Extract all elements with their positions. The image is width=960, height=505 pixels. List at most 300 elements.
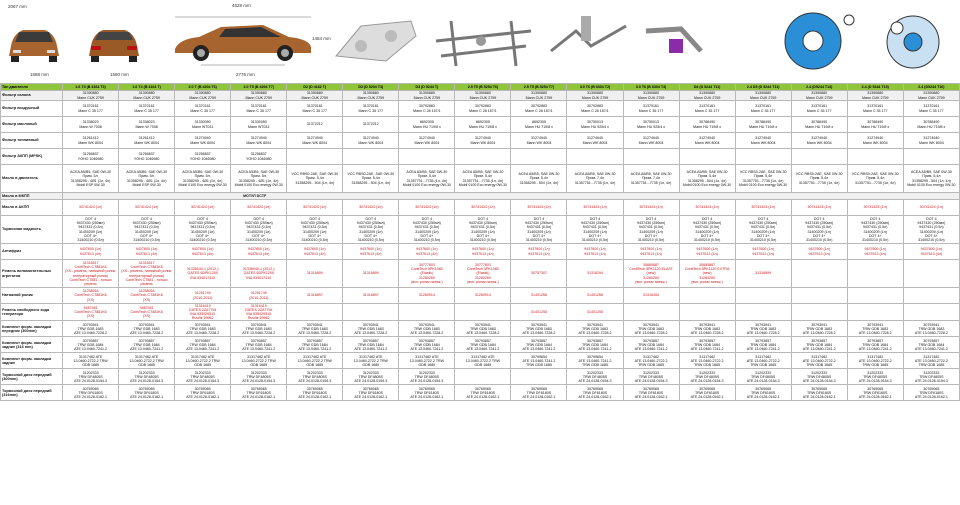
table-cell [847,260,903,288]
table-cell: 30793857 TRW GDB 1684 ATE 13.0460-7241.2 [343,337,399,353]
table-cell: DOT 4 9437430 (250мл) 9437431 (0,5л) 31400209 (1л) DOT 4+ 31400210 (0,5л) [567,216,623,244]
table-cell: 31317482 ATE 13.0460-2722.2 TRW GDB 1685 [847,353,903,369]
engine-col-3: 2.0 T (B 4204 T6) [175,84,231,91]
table-cell: 31390880 Mann CUK 2759 [287,91,343,101]
table-cell: 31338023 Mann W 7008 [119,117,175,133]
table-cell: 9437600 (1л) 9437613 (4л) [455,244,511,260]
table-cell [511,369,567,385]
table-cell: 30769065 TRW DF6180S ATE 24.0128-0162.1 [63,385,119,401]
illustration-strip [0,0,960,82]
table-cell: 30793941 TRW GDB 1683 ATE 13.0460-7228.2 [343,321,399,337]
table-row [1,321,960,337]
table-cell [903,260,959,288]
table-cell: 31370161 Mann C 35 177 [231,101,287,117]
table-cell: 31317482 ATE 13.0460-2722.2 TRW GDB 1685 [287,353,343,369]
table-cell [791,149,847,165]
table-cell: 30741424 (1л) [847,200,903,216]
table-row [1,149,960,165]
table-cell [343,149,399,165]
table-cell: 31274940 Mann WK 8004 [735,133,791,149]
table-cell: 31274940 Mann WK 8004 [623,133,679,149]
table-cell: 30741424 (1л) [119,200,175,216]
parts-table [0,83,960,401]
table-cell: 31390880 Mann CUK 2759 [623,91,679,101]
table-cell: 31202333 TRW DF4805S ATE 24.0128-0154.3 [567,369,623,385]
table-cell: 30741424 (1л) [231,200,287,216]
table-row [1,260,960,288]
table-cell [847,288,903,304]
row-label: Тормозная жидкость [1,216,63,244]
brake-caliper-image [760,6,865,76]
table-cell: 30792883 Mann C 28 157/1 [455,101,511,117]
table-cell: 31390880 Mann CUK 2759 [903,91,959,101]
table-cell: 30793857 TRW GDB 1684 ATE 13.0460-7241.2 [623,337,679,353]
table-cell: 30793857 TRW GDB 1684 ATE 13.0460-7241.2 [399,337,455,353]
table-cell: 31261412 Mann WK 8004 [63,133,119,149]
table-cell: 31390880 Mann CUK 2759 [119,91,175,101]
table-cell: VCC RBS0-2AE, SAE 0W-30 Прим. 5,4л 31358295 - 504 (1л, 4л) [343,165,399,193]
table-cell: 31390880 Mann CUK 2759 [399,91,455,101]
table-cell: 31330050 Mann W7031 [231,117,287,133]
table-row [1,216,960,244]
engine-col-16: 2.4 (D5244 T16) [903,84,959,91]
table-cell: 30769065 TRW DF6180S ATE 24.0128-0162.1 [119,385,175,401]
table-cell: 30741424 (1л) [175,200,231,216]
table-cell: 31256837 YOHO 1046980 [231,149,287,165]
table-row [1,304,960,321]
row-label: Натяжной ролик [1,288,63,304]
table-cell: ACEA A5/B5, SAE 0W-30 Прим. 5,4л 31358295 - 504 (1л, 4л) Mobil 0100 Eco energy 0W-30 [903,165,959,193]
table-cell: 31370161 Mann C 35 177 [735,101,791,117]
table-cell: 31317482 ATE 13.0460-2722.2 TRW GDB 1685 [231,353,287,369]
table-cell: DOT 4 9437430 (250мл) 9437431 (0,5л) 31400209 (1л) DOT 4+ 31400210 (0,5л) [903,216,959,244]
car-height-dim: 2067 mm [8,4,27,9]
table-row [1,117,960,133]
table-cell: DOT 4 9437430 (250мл) 9437431 (0,5л) 31400209 (1л) DOT 4+ 31400210 (0,5л) [623,216,679,244]
table-cell: 30769065 TRW DF6180S ATE 24.0128-0162.1 [399,385,455,401]
table-cell: DOT 4 9437430 (250мл) 9437431 (0,5л) 31400209 (1л) DOT 4+ 31400210 (0,5л) [679,216,735,244]
table-cell: 30793857 TRW GDB 1684 ATE 13.0460-7241.2 [231,337,287,353]
table-cell: 31274940 Mann WK 8004 [567,133,623,149]
table-cell: 30685887 ContiTech 5PK1120 ELAST (new) 31280260 (вкл. ролик натяж.) [623,260,679,288]
table-cell: 9437600 (1л) 9437613 (4л) [119,244,175,260]
table-cell: 31316899 [735,260,791,288]
table-cell: 31370161 Mann C 35 177 [847,101,903,117]
table-cell [679,288,735,304]
table-cell [679,149,735,165]
row-label: Фильтр топливный [1,133,63,149]
table-cell: 31317482 ATE 13.0460-2722.2 TRW GDB 1685 [903,353,959,369]
table-cell: 30769065 TRW DF6180S ATE 24.0128-0162.1 [735,385,791,401]
table-row [1,337,960,353]
table-cell: DOT 4 9437430 (250мл) 9437431 (0,5л) 31400209 (1л) DOT 4+ 31400210 (0,5л) [511,216,567,244]
table-cell: 31316897 [343,288,399,304]
table-cell: 30793941 TRW GDB 1683 ATE 13.0460-7228.2 [679,321,735,337]
engine-col-9: 2.5 T5 (B 5254 T7) [511,84,567,91]
table-cell: 31256837 YOHO 1046980 [119,149,175,165]
table-cell [623,304,679,321]
table-cell: 31317482 ATE 13.0460-2722.2 TRW GDB 1685 [735,353,791,369]
table-cell: 31202333 TRW DF4805S ATE 24.0128-0154.3 [791,369,847,385]
row-label: Антифриз [1,244,63,260]
front-subframe-image [330,6,422,76]
table-cell: 31338023 Mann W 7008 [63,117,119,133]
table-cell: 31202333 TRW DF4805S ATE 24.0128-0154.3 [231,369,287,385]
table-cell [455,304,511,321]
table-cell: 31370161 Mann C 35 177 [119,101,175,117]
table-cell: 9437600 (1л) 9437613 (4л) [343,244,399,260]
table-cell: 31202333 TRW DF4805S ATE 24.0128-0154.3 [287,369,343,385]
table-cell: 31390880 Mann CUK 2759 [175,91,231,101]
table-cell: 31370161 Mann C 35 177 [63,101,119,117]
table-cell: 31370161 Mann C 35 177 [343,101,399,117]
table-cell: 30685887 ContiTech 5PK1120 EXTRA (new) 31280260 (вкл. ролик натяж.) [679,260,735,288]
table-cell: DOT 4 9437430 (250мл) 9437431 (0,5л) 31400209 (1л) DOT 4+ 31400210 (0,5л) [847,216,903,244]
table-cell: 30793941 TRW GDB 1683 ATE 13.0460-7228.2 [175,321,231,337]
car-side-dimensions-image [168,6,318,76]
table-cell: 30793857 TRW GDB 1684 ATE 13.0460-7241.2 [511,337,567,353]
table-cell: 31317482 ATE 13.0460-2722.2 TRW GDB 1685 [119,353,175,369]
table-cell [791,288,847,304]
table-cell: 30777603 ContiTech 5PK1080 (Elastic) 31280260 (вкл. ролик натяж.) [455,260,511,288]
table-cell: 31202333 TRW DF4805S ATE 24.0128-0154.3 [119,369,175,385]
table-cell: 9437600 (1л) 9437613 (4л) [63,244,119,260]
table-cell: 30769065 TRW DF6180S ATE 24.0128-0162.1 [903,385,959,401]
row-label: Тормозной диск передний (316mm) [1,385,63,401]
table-cell [735,288,791,304]
table-cell: DOT 4 9437430 (250мл) 9437431 (0,5л) 31400209 (1л) DOT 4+ 31400210 (0,5л) [399,216,455,244]
table-cell: 30793857 TRW GDB 1684 ATE 13.0460-7241.2 [287,337,343,353]
table-cell: 30769065 TRW DF6180S ATE 24.0128-0162.1 [511,385,567,401]
table-row [1,369,960,385]
table-cell: 31316899 [287,260,343,288]
table-cell: 31316517 ContiTech CT881K6 (XS - ремень, натяжной ролик, генераторный ролик) ContiTech CT881 - только ремень [63,260,119,288]
table-cell: 31390880 Mann CUK 2759 [511,91,567,101]
table-cell: 9437600 (1л) 9437613 (4л) [791,244,847,260]
table-cell: 31336040-1 (2012-) GATES 6DPK1200 INA 534017410 [175,260,231,288]
engine-col-7: D3 (D 5244 T) [399,84,455,91]
table-cell: 30793857 TRW GDB 1684 ATE 13.0460-7241.2 [847,337,903,353]
car-rear-image [84,6,144,76]
table-cell: 30741424 (1л) [679,200,735,216]
table-cell: 9437600 (1л) 9437613 (4л) [511,244,567,260]
table-cell [455,369,511,385]
table-cell: DOT 4 9437430 (250мл) 9437431 (0,5л) 31400209 (1л) DOT 4+ 31400210 (0,5л) [791,216,847,244]
row-label: Ремень вспомогательных агрегатов [1,260,63,288]
table-cell [791,304,847,321]
table-cell [343,304,399,321]
engine-col-15: 2.4 (D 5244 T15) [847,84,903,91]
suspension-arm-image [640,6,710,76]
table-cell: 31372212 [287,117,343,133]
table-cell: 31390880 Mann CUK 2759 [791,91,847,101]
table-cell: ACEA A5/B5, SAE 0W-30 Прим. 7,4л 31357751...7735 (1л, 4л) [623,165,679,193]
row-label: Фильтр салона [1,91,63,101]
table-cell: 9437600 (1л) 9437613 (4л) [567,244,623,260]
engine-col-1: 1.6 T3 (B 4164 T3) [63,84,119,91]
table-row [1,101,960,117]
table-cell: 30741424 (1л) [567,200,623,216]
mkpp-oil-cell: МОТУЛ DCTF [63,193,960,200]
table-cell: 31390880 Mann CUK 2759 [847,91,903,101]
table-cell: 31390880 Mann CUK 2759 [567,91,623,101]
table-cell: 31256837 YOHO 1046980 [175,149,231,165]
engine-header-row [1,84,960,91]
table-cell [735,149,791,165]
table-cell: 31372212 [343,117,399,133]
table-cell: 30769065 TRW DF6180S ATE 24.0128-0162.1 [623,385,679,401]
table-cell: 31251749 (2010-2011) [231,288,287,304]
engine-col-11: 3.0 T6 (B 6304 T4) [623,84,679,91]
engine-col-12: D4 (D 5244 T11) [679,84,735,91]
table-row [1,244,960,260]
table-cell: 31390880 Mann CUK 2759 [455,91,511,101]
table-cell: 31202333 TRW DF4805S ATE 24.0128-0154.3 [623,369,679,385]
table-cell: 30741424 (1л) [343,200,399,216]
table-cell: 30793941 TRW GDB 1683 ATE 13.0460-7228.2 [791,321,847,337]
table-cell: 31401266 [511,288,567,304]
table-cell: 30793857 TRW GDB 1684 ATE 13.0460-7241.2 [455,337,511,353]
table-row [1,200,960,216]
table-cell: 9437600 (1л) 9437613 (4л) [623,244,679,260]
table-cell: 31390880 Mann CUK 2759 [679,91,735,101]
table-row [1,193,960,200]
table-cell: 30769065 TRW DF6180S ATE 24.0128-0162.1 [175,385,231,401]
table-cell [567,149,623,165]
row-label: Комплект форм. накладки задние [1,353,63,369]
table-cell: 30793941 TRW GDB 1683 ATE 13.0460-7228.2 [735,321,791,337]
table-cell [399,149,455,165]
table-cell: DOT 4 9437430 (250мл) 9437431 (0,5л) 31400209 (1л) DOT 4+ 31400210 (0,5л) [735,216,791,244]
table-cell: 31202333 TRW DF4805S ATE 24.0128-0154.3 [735,369,791,385]
table-cell: 31316294 [567,260,623,288]
table-cell: 30793857 TRW GDB 1684 ATE 13.0460-7241.2 [735,337,791,353]
table-cell: 31202333 TRW DF4805S ATE 24.0128-0154.3 [399,369,455,385]
table-cell: DOT 4 9437430 (250мл) 9437431 (0,5л) 31400209 (1л) DOT 4+ 31400210 (0,5л) [119,216,175,244]
table-cell: 31390880 Mann CUK 2759 [343,91,399,101]
row-label: Комплект форм. накладки передние (300mm) [1,321,63,337]
table-cell: 31202333 TRW DF4805S ATE 24.0128-0154.3 [679,369,735,385]
table-cell: 31316419 GATES 2ZA7754 INA 535020510 Ruville 59962 [231,304,287,321]
table-cell: 30793857 TRW GDB 1684 ATE 13.0460-7241.2 [791,337,847,353]
table-cell: DOT 4 9437430 (250мл) 9437431 (0,5л) 31400209 (1л) DOT 4+ 31400210 (0,5л) [455,216,511,244]
engine-col-8: 2.5 T5 (B 5254 T6) [455,84,511,91]
row-label: Фильтр АКПП (MPSK) [1,149,63,165]
table-cell: 31274940 Mann WK 8004 [511,133,567,149]
table-cell: 9437600 (1л) 9437613 (4л) [847,244,903,260]
table-cell: 31401255 [567,304,623,321]
table-cell: 31280914 [399,288,455,304]
table-cell: 30793941 TRW GDB 1683 ATE 13.0460-7228.2 [903,321,959,337]
parts-table-body [1,91,960,401]
table-cell: 30792883 Mann C 28 157/1 [399,101,455,117]
table-cell: 30793857 TRW GDB 1684 ATE 13.0460-7241.2 [567,337,623,353]
car-rear-width-dim: 1580 mm [110,72,129,77]
engine-col-13: 2.4 D5 (D 5244 T11) [735,84,791,91]
table-cell: 30793857 TRW GDB 1684 ATE 13.0460-7241.2 [63,337,119,353]
table-cell: 31316899 [343,260,399,288]
engine-col-10: 3.0 T6 (B 6304 T2) [567,84,623,91]
table-cell: 9437600 (1л) 9437613 (4л) [735,244,791,260]
table-cell: 9437600 (1л) 9437613 (4л) [679,244,735,260]
table-cell: 30741424 (1л) [63,200,119,216]
row-label: Ремень свободного хода генератора [1,304,63,321]
table-cell: 31390880 Mann CUK 2759 [735,91,791,101]
table-cell: 31317482 ATE 13.0460-2722.2 TRW GDB 1685 [679,353,735,369]
table-cell: VCC RBS0-2AE, SAE 0W-30 Прим. 5,4л 31358295 - 504 (1л, 4л) [287,165,343,193]
table-cell: 30788490 Mann HU 719/8 x [679,117,735,133]
table-cell: 31258054 ContiTech CT881K6 (XS) [119,288,175,304]
table-cell [455,149,511,165]
table-cell: 30788490 Mann HU 719/8 x [735,117,791,133]
table-cell: 9437600 (1л) 9437613 (4л) [231,244,287,260]
table-cell: DOT 4 9437430 (250мл) 9437431 (0,5л) 31400209 (1л) DOT 4+ 31400210 (0,5л) [175,216,231,244]
table-cell: 30757307 [511,260,567,288]
row-label: Масло в двигатель [1,165,63,193]
table-row [1,385,960,401]
table-cell: 8692305 Mann HU 719/8 x [511,117,567,133]
table-cell: 30769065 TRW DF6180S ATE 24.0128-0162.1 [847,385,903,401]
table-cell: VCC RBS0-2AE, SAE 0W-30 Прим. 5,4л 31357751...7735 (1л, 4л) [791,165,847,193]
table-cell [287,149,343,165]
table-row [1,288,960,304]
row-label: Фильтр воздушный [1,101,63,117]
table-cell: 31274940 Mann WK 8004 [455,133,511,149]
table-cell: 31316454 [623,288,679,304]
table-cell: 31274940 Mann WK 8004 [231,133,287,149]
table-cell: 31316897 [287,288,343,304]
table-cell: 31256837 YOHO 1046980 [63,149,119,165]
table-row [1,133,960,149]
table-cell: 30793857 TRW GDB 1684 ATE 13.0460-7241.2 [119,337,175,353]
table-cell: 30769065 TRW DF6180S ATE 24.0128-0162.1 [791,385,847,401]
row-label: Комплект форм. накладки задние (316 mm) [1,337,63,353]
engine-col-2: 1.6 T4 (B 4164 T) [119,84,175,91]
table-cell: 30793941 TRW GDB 1683 ATE 13.0460-7228.2 [455,321,511,337]
table-cell: 9437600 (1л) 9437613 (4л) [175,244,231,260]
table-cell: 31370161 Mann C 35 177 [679,101,735,117]
table-cell: 31202333 TRW DF4805S ATE 24.0128-0154.3 [847,369,903,385]
table-cell: 31336040-1 (2012-) GATES 6DPK1200 INA 534017410 [231,260,287,288]
table-cell: 31370161 Mann C 35 177 [623,101,679,117]
table-cell: 30792883 Mann C 28 157/1 [567,101,623,117]
table-cell [623,149,679,165]
table-cell: 30793857 TRW GDB 1684 ATE 13.0460-7241.2 [175,337,231,353]
table-cell: 31317482 ATE 13.0460-2722.2 TRW GDB 1685 [455,353,511,369]
table-cell: 9487461 ContiTech CT881K6 (XS) [119,304,175,321]
wheelbase-dim: 2776 mm [236,72,255,77]
table-cell [847,149,903,165]
table-cell [287,304,343,321]
table-cell: 31202333 TRW DF4805S ATE 24.0128-0154.3 [175,369,231,385]
car-front-image [4,6,64,76]
table-cell: 30741424 (1л) [903,200,959,216]
table-cell: 31251749 (2010-2011) [175,288,231,304]
table-cell: 30777603 ContiTech 5PK1080 (Elastic) 31280260 (вкл. ролик натяж.) [399,260,455,288]
car-length-dim: 4628 mm [232,3,251,8]
row-label: Масло в МКПП [1,193,63,200]
table-cell: 31316517 ContiTech CT881K6 (XS - ремень, натяжной ролик, генераторный ролик) ContiTech CT881 - только ремень [119,260,175,288]
table-cell: 30793941 TRW GDB 1683 ATE 13.0460-7228.2 [511,321,567,337]
table-cell: DOT 4 9437430 (250мл) 9437431 (0,5л) 31400209 (1л) DOT 4+ 31400210 (0,5л) [343,216,399,244]
table-cell: 30741424 (1л) [735,200,791,216]
table-cell: 31274940 Mann WK 8004 [399,133,455,149]
table-cell: 30793941 TRW GDB 1683 ATE 13.0460-7228.2 [847,321,903,337]
table-cell: 30741424 (1л) [791,200,847,216]
engine-col-6: D3 (D 5204 T3) [343,84,399,91]
row-label: Фильтр масляный [1,117,63,133]
engine-type-label: Тип двигателя [1,84,63,91]
table-cell [399,304,455,321]
table-cell: 30793941 TRW GDB 1683 ATE 13.0460-7228.2 [567,321,623,337]
table-row [1,91,960,101]
table-cell [847,304,903,321]
suspension-parts-image [545,6,635,76]
table-row [1,353,960,369]
table-cell: 31317482 ATE 13.0460-2722.2 TRW GDB 1685 [343,353,399,369]
table-cell: 31317482 ATE 13.0460-2722.2 TRW GDB 1685 [791,353,847,369]
table-cell [511,149,567,165]
table-cell: 31274940 Mann WK 8004 [175,133,231,149]
table-cell: 31401266 [567,288,623,304]
table-cell: ACEA A5/B5, SAE 0W-30 Прим. 5л. 31358295 - 4Ø1 (1л, 4л) Mobil 0100 Eco energy 0W-30 [175,165,231,193]
table-row [1,165,960,193]
table-cell: 30799654 ATE 13.0460-7241.2 TRW GDB 1685 [567,353,623,369]
table-cell: 31370161 Mann C 35 177 [175,101,231,117]
table-cell: 30741424 (1л) [287,200,343,216]
table-cell: 30788490 Mann HU 719/8 x [903,117,959,133]
engine-col-5: D2 (D 4162 T) [287,84,343,91]
table-cell: 31317482 ATE 13.0460-2722.2 TRW GDB 1685 [399,353,455,369]
table-cell: 30792883 Mann C 28 157/1 [511,101,567,117]
table-cell: VCC RBS0-2AE, SAE 0W-30 Прим. 5,4л 31357751...7735 (1л, 4л) [847,165,903,193]
engine-col-14: 2.4 (D5244 T14) [791,84,847,91]
table-cell: DOT 4 9437430 (250мл) 9437431 (0,5л) 31400209 (1л) DOT 4+ 31400210 (0,5л) [231,216,287,244]
table-cell: ACEA A5/B5, SAE 0W-30 Прим. 5л. 31358295 - 4Ø1 (1л, 4л) Mobil 0100 Eco energy 0W-30 [231,165,287,193]
table-cell: 31370161 Mann C 35 177 [791,101,847,117]
table-cell: 30741424 (1л) [511,200,567,216]
row-label: Масло в АКПП [1,200,63,216]
table-cell: 30788490 Mann HU 719/8 x [791,117,847,133]
table-cell: 31274940 Mann WK 8004 [791,133,847,149]
table-cell: 31390880 Mann CUK 2759 [63,91,119,101]
table-cell: ACEA A5/B5, SAE 0W-30 Прим. 5,4л 31357751...7735 (1л, 4л) Mobil 0100 Eco energy 0W-30 [399,165,455,193]
table-cell: 30793941 TRW GDB 1683 ATE 13.0460-7228.2 [623,321,679,337]
table-cell: 31280914 [455,288,511,304]
table-cell: 30793941 TRW GDB 1683 ATE 13.0460-7228.2 [287,321,343,337]
table-cell: 9487461 ContiTech CT881K6 (XS) [63,304,119,321]
table-cell: 9437600 (1л) 9437613 (4л) [399,244,455,260]
table-cell [903,304,959,321]
table-cell: DOT 4 9437430 (250мл) 9437431 (0,5л) 31400209 (1л) DOT 4+ 31400210 (0,5л) [63,216,119,244]
table-cell: 30750013 Mann HU 925/4 x [623,117,679,133]
table-cell: 31274940 Mann WK 8004 [679,133,735,149]
table-cell: 8692305 Mann HU 719/8 x [455,117,511,133]
table-cell: 31317482 ATE 13.0460-2722.2 TRW GDB 1685 [175,353,231,369]
table-cell: 30769065 TRW DF6180S ATE 24.0128-0162.1 [231,385,287,401]
table-cell: 30788490 Mann HU 719/8 x [847,117,903,133]
table-cell: 31261412 Mann WK 8004 [119,133,175,149]
table-cell: 31202333 TRW DF4805S ATE 24.0128-0154.3 [903,369,959,385]
table-cell: 30793941 TRW GDB 1683 ATE 13.0460-7228.2 [399,321,455,337]
table-cell: 31274940 Mann WK 8004 [287,133,343,149]
table-cell [791,260,847,288]
row-label: Тормозной диск передний (300mm) [1,369,63,385]
table-cell: 30769065 TRW DF6180S ATE 24.0128-0162.1 [567,385,623,401]
table-cell: 31317482 ATE 13.0460-2722.2 TRW GDB 1685 [623,353,679,369]
table-cell: 9437600 (1л) 9437613 (4л) [287,244,343,260]
table-cell: 31274940 Mann WK 8004 [903,133,959,149]
